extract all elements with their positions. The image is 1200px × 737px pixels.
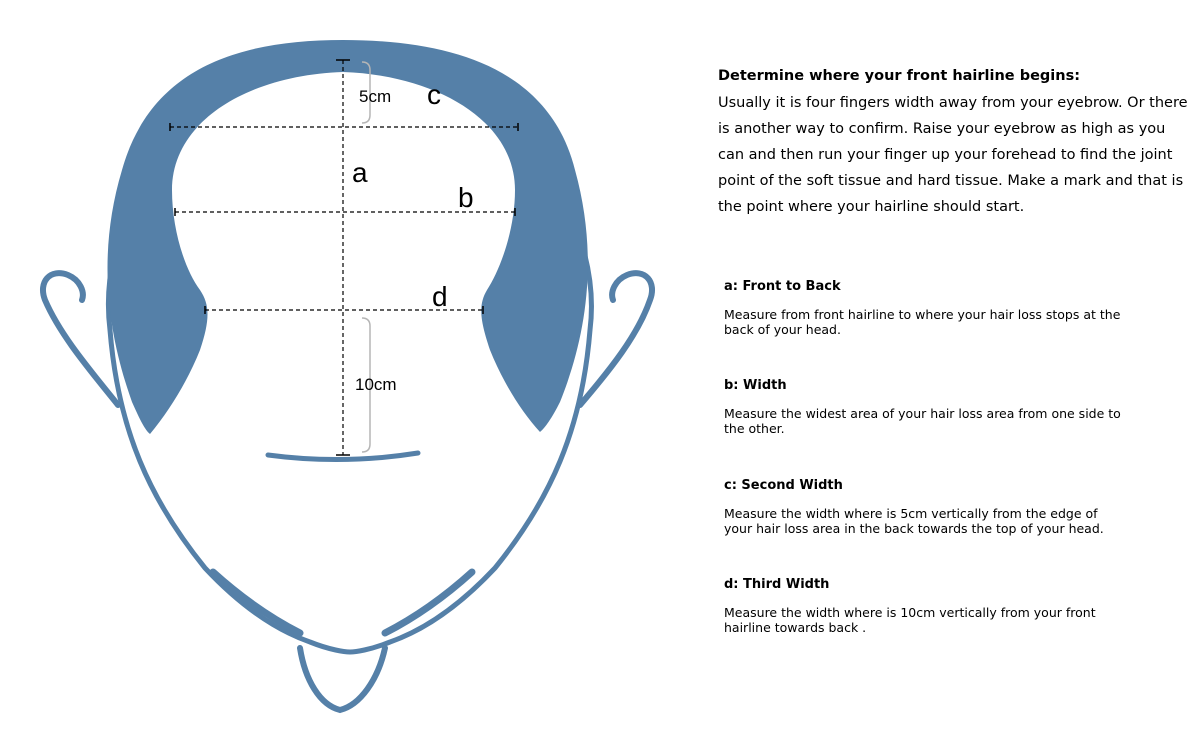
measure-text: Measure the width where is 10cm vertically from your front hairline towards back . bbox=[724, 605, 1096, 635]
measure-text: Measure from front hairline to where your hair loss stops at the back of your head. bbox=[724, 307, 1121, 337]
measure-text: Measure the width where is 5cm vertically from the edge of your hair loss area in the back towards the top of your head. bbox=[724, 506, 1104, 536]
label-a: a bbox=[352, 157, 368, 188]
hair-area bbox=[107, 40, 587, 434]
measure-b bbox=[724, 378, 1124, 436]
label-10cm: 10cm bbox=[355, 375, 397, 394]
measure-title: c: Second Width bbox=[724, 478, 843, 493]
measure-title: d: Third Width bbox=[724, 577, 830, 592]
label-d: d bbox=[432, 281, 448, 312]
label-5cm: 5cm bbox=[359, 87, 392, 106]
measure-text: Measure the widest area of your hair loss area from one side to the other. bbox=[724, 406, 1121, 436]
label-c: c bbox=[427, 79, 441, 110]
intro-title: Determine where your front hairline begins: bbox=[718, 68, 1081, 84]
nose bbox=[300, 648, 385, 710]
label-b: b bbox=[458, 182, 474, 213]
measure-title: a: Front to Back bbox=[724, 279, 841, 294]
measure-c bbox=[724, 478, 1124, 536]
hairline-intro bbox=[718, 66, 1196, 220]
measure-a bbox=[724, 279, 1124, 337]
measure-title: b: Width bbox=[724, 378, 787, 393]
intro-body: Usually it is four fingers width away from your eyebrow. Or there is another way to confirm. Raise your eyebrow as high as you can and then run your finger up your forehead to find the joint point of the soft tissue and hard tissue. Make a mark and that is the point where your hairline should start. bbox=[718, 95, 1188, 215]
left-eyebrow bbox=[213, 572, 300, 633]
measure-d bbox=[724, 577, 1124, 635]
